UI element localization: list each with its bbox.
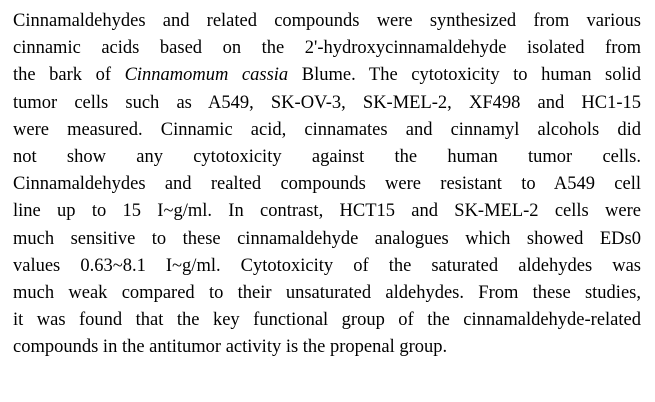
- text-segment: compounds in the antitumor activity is the propenal group.: [13, 337, 448, 358]
- text-segment: it was found that the key functional group of the cinnamaldehyde-related: [13, 310, 641, 331]
- text-segment: much sensitive to these cinnamaldehyde analogues which showed EDs0: [13, 228, 641, 249]
- text-line: [13, 307, 641, 334]
- text-line: [13, 144, 641, 171]
- text-segment: the bark of: [13, 65, 125, 86]
- text-line: [13, 8, 641, 35]
- text-segment: Cinnamaldehydes and related compounds were synthesized from various: [13, 11, 641, 31]
- text-segment: line up to 15 I~g/ml. In contrast, HCT15 and SK-MEL-2 cells were: [13, 201, 641, 222]
- text-segment: values 0.63~8.1 I~g/ml. Cytotoxicity of the saturated aldehydes was: [13, 255, 641, 276]
- text-line: [13, 253, 641, 280]
- text-segment: much weak compared to their unsaturated aldehydes. From these studies,: [13, 282, 641, 303]
- text-segment: Cinnamaldehydes and realted compounds were resistant to A549 cell: [13, 174, 641, 195]
- species-name-italic: Cinnamomum cassia: [124, 65, 289, 86]
- text-segment: Blume. The cytotoxicity to human solid: [288, 65, 641, 86]
- text-line: [13, 90, 641, 117]
- abstract-paragraph: [13, 8, 641, 361]
- text-line: [13, 117, 641, 144]
- text-segment: were measured. Cinnamic acid, cinnamates and cinnamyl alcohols did: [13, 119, 641, 140]
- text-line: [13, 280, 641, 307]
- text-line: [13, 62, 641, 89]
- text-line: [13, 35, 641, 62]
- text-line: [13, 171, 641, 198]
- text-segment: tumor cells such as A549, SK-OV-3, SK-MEL-2, XF498 and HC1-15: [13, 92, 641, 113]
- text-line: [13, 198, 641, 225]
- text-line-last: [13, 334, 641, 361]
- text-segment: not show any cytotoxicity against the human tumor cells.: [13, 146, 641, 167]
- text-line: [13, 226, 641, 253]
- text-segment: cinnamic acids based on the 2'-hydroxycinnamaldehyde isolated from: [13, 38, 641, 59]
